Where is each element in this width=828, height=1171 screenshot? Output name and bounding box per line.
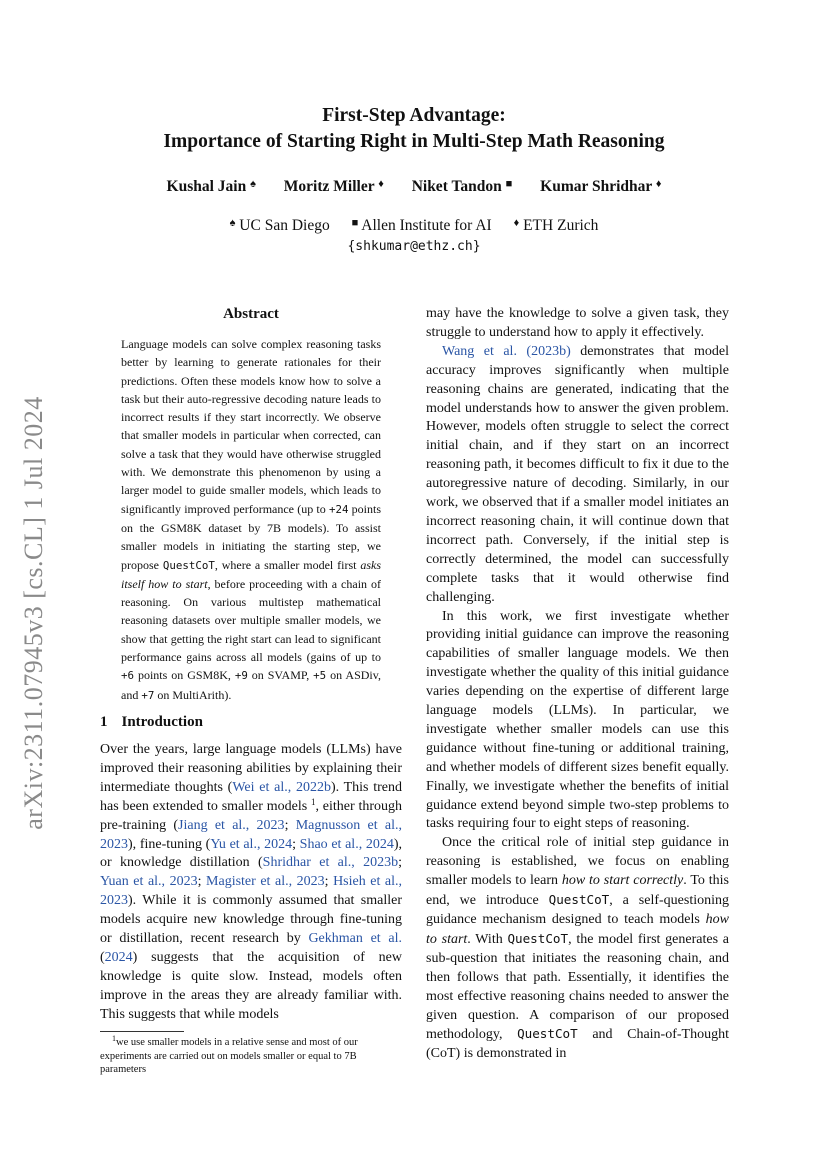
paragraph: In this work, we first investigate whether providing initial guidance can improve the reasoning capabilities of smaller language models. We then investigate whether the quality of this initial guidance varies depending on the expertise of different large language models (LLMs). In particular, we investigate whether smaller models can use this guidance without fine-tuning or additional training, and whether models of different sizes benefit equally. Finally, we investigate whether the benefits of initial guidance extend beyond simple two-step problems to tasks requiring four to eight steps of reasoning. [426,608,729,832]
affiliation: ■ Allen Institute for AI [351,217,492,234]
citation-link[interactable]: Yuan et al., 2023 [100,874,198,890]
abstract-body: Language models can solve complex reasoning tasks better by learning to generate rationales for their predictions. Often these models know how to solve a task but their auto-regressive decoding nature leads to incorrect results if they start incorrectly. We observe that smaller models in particular when corrected, can solve a task that they would have otherwise struggled with. We demonstrate this phenomenon by using a larger model to guide smaller models, which leads to significantly improved performance (up to +24 points on the GSM8K dataset by 7B models). To assist smaller models in initiating the starting step, we propose QuestCoT, where a smaller model first asks itself how to start, before proceeding with a chain of reasoning. On various multistep mathematical reasoning datasets over multiple smaller models, we show that getting the right start can lead to significant performance gains across all models (gains of up to +6 points on GSM8K, +9 on SVAMP, +5 on ASDiv, and +7 on MultiArith). [121,337,382,702]
title-line-1: First-Step Advantage: [322,105,506,126]
footnote-marker[interactable]: 1 [310,796,316,807]
author: Moritz Miller ♦ [283,178,384,195]
citation-link[interactable]: Hsieh et al., 2023 [100,874,403,909]
paragraph: Wang et al. (2023b) demonstrates that model accuracy improves significantly when multiple reasoning chains are generated, indicating that the model understands how to answer the given problem. However, models often struggle to select the correct initial chain, and if they start on an incorrect reasoning path, it becomes difficult to fix it due to the autoregressive nature of decoding. Similarly, in our work, we observed that if a smaller model initiates an incorrect reasoning chain, it will continue down that incorrect path. Conversely, if the initial step is correctly determined, the model can successfully complete tasks that it would otherwise find challenging. [426,343,730,605]
citation-link[interactable]: Shridhar et al., 2023b [262,855,399,871]
arxiv-identifier: arXiv:2311.07945v3 [cs.CL] 1 Jul 2024 [19,396,48,830]
right-column-body [426,305,729,1064]
section-heading-introduction: 1 Introduction [100,714,203,730]
citation-link[interactable]: Magister et al., 2023 [206,874,325,890]
author: Kumar Shridhar ♦ [540,178,662,195]
citation-link[interactable]: Jiang et al., 2023 [178,817,285,833]
affiliation: ♦ ETH Zurich [513,217,599,234]
method-name: QuestCoT [517,1026,578,1042]
author-list [100,178,728,196]
introduction-body: Over the years, large language models (LLMs) have improved their reasoning abilities by explaining their intermediate thoughts (Wei et al., 2022b). This trend has been extended to smaller models $^1$, either through pre-training (Jiang et al., 2023; Magnusson et al., 2023), fine-tuning (Yu et al., 2024; Shao et al., 2024), or knowledge distillation (Shridhar et al., 2023b; Yuan et al., 2023; Magister et al., 2023; Hsieh et al., 2023). While it is commonly assumed that smaller models acquire new knowledge through fine-tuning or distillation, recent research by Gekhman et al. (2024) suggests that the acquisition of new knowledge is quite slow. Instead, models often improve in the areas they are already familiar with. This suggests that while models [100,742,403,1022]
paragraph: may have the knowledge to solve a given task, they struggle to understand how to apply it effectively. [426,306,729,340]
citation-link[interactable]: Gekhman et al. [308,931,402,947]
citation-link[interactable]: Wang et al. (2023b) [442,343,571,359]
citation-link[interactable]: Wei et al., 2022b [232,779,331,795]
citation-link[interactable]: Magnusson et al., 2023 [100,817,403,852]
method-name: QuestCoT [162,558,215,572]
abstract-heading: Abstract [223,306,279,322]
author: Niket Tandon ■ [411,178,513,195]
method-name: QuestCoT [548,892,610,908]
method-name: QuestCoT [507,930,569,946]
affiliation: ♠ UC San Diego [229,217,330,234]
paper-title [100,103,728,155]
footnote: $^1$we use smaller models in a relative sense and most of our experiments are carried out on models smaller or equal to 7B parameters [100,1034,358,1075]
contact-email: {shkumar@ethz.ch} [347,239,481,254]
footnote-rule [100,1031,184,1032]
paragraph: Once the critical role of initial step guidance in reasoning is established, we focus on enabling smaller models to learn how to start correctly. To this end, we introduce QuestCoT, a self-questioning guidance mechanism designed to teach models how to start. With QuestCoT, the model first generates a sub-question that initiates the reasoning chain, and then follows that path. Essentially, it identifies the most effective reasoning chains needed to answer the given question. A comparison of our proposed methodology, QuestCoT and Chain-of-Thought (CoT) is demonstrated in [426,835,729,1062]
author: Kushal Jain ♠ [166,178,256,195]
affiliation-list [100,217,728,235]
citation-link[interactable]: Yu et al., 2024 [210,836,293,852]
title-line-2: Importance of Starting Right in Multi-Step Math Reasoning [163,131,665,152]
citation-link[interactable]: Shao et al., 2024 [299,836,394,852]
citation-link[interactable]: 2024 [104,949,133,965]
